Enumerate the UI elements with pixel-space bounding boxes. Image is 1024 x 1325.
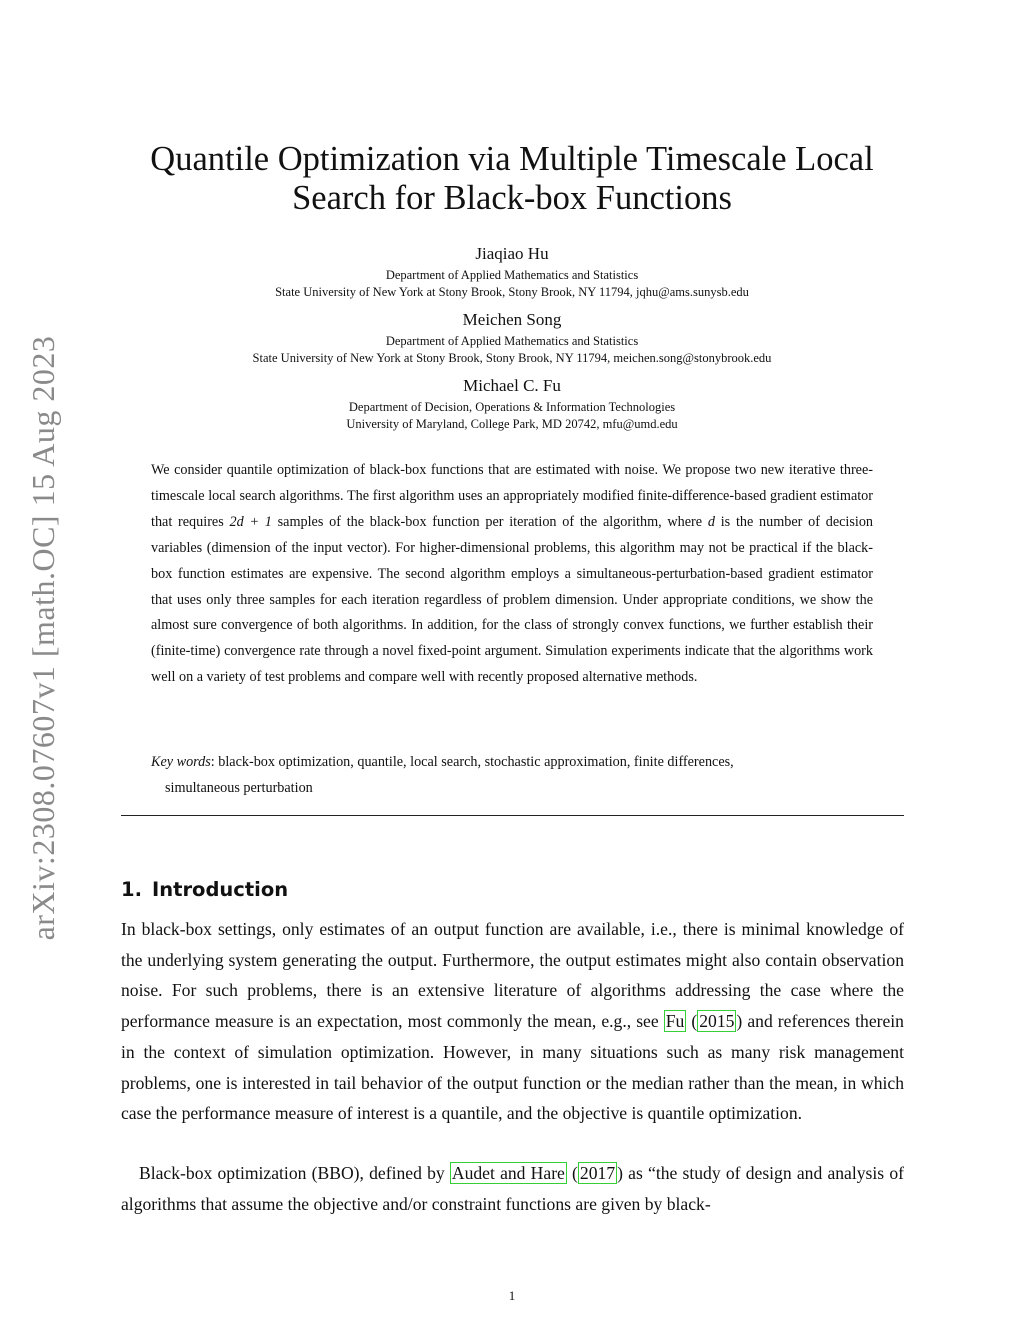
variable-d: d	[707, 513, 715, 530]
author-block-1	[110, 244, 914, 301]
author-name: Michael C. Fu	[463, 376, 561, 395]
author-affiliation-address: State University of New York at Stony Brook, Stony Brook, NY 11794, jqhu@ams.sunysb.edu	[275, 285, 749, 299]
abstract	[151, 458, 873, 691]
paragraph-text: Black-box optimization (BBO), defined by	[139, 1163, 450, 1183]
abstract-text: samples of the black-box function per iteration of the algorithm, where	[271, 513, 708, 530]
paper-title	[110, 140, 914, 218]
paragraph-text: and references therein in the context of simulation optimization. However, in many situations such as many risk management problems, one is interested in tail behavior of the output function or the median rather than the mean, in which case the performance measure of interest is a quantile, and the objective is quantile optimization.	[121, 1011, 904, 1124]
paragraph-text: In black-box settings, only estimates of an output function are available, i.e., there is minimal knowledge of the underlying system generating the output. Furthermore, the output estimates might also contain observation noise. For such problems, there is an extensive literature of algorithms addressing the case where the performance measure is an expectation, most commonly the mean, e.g., see	[121, 919, 904, 1032]
paragraph-text: as “the study of design and analysis of algorithms that assume the objective and/or constraint functions are given by black-	[121, 1163, 904, 1214]
author-affiliation-dept: Department of Applied Mathematics and Statistics	[385, 268, 639, 282]
intro-paragraph-2: Black-box optimization (BBO), defined by Audet and Hare ( 2017 ) as “the study of design and analysis of algorithms that assume the objective and/or constraint functions are given by black-	[121, 1163, 904, 1214]
title-line-2: Search for Black-box Functions	[292, 179, 732, 217]
author-name: Meichen Song	[462, 310, 562, 329]
page-number: 1	[508, 1288, 516, 1303]
keywords	[151, 750, 873, 802]
author-affiliation-address: University of Maryland, College Park, MD 20742, mfu@umd.edu	[346, 417, 678, 431]
keywords-line-2: simultaneous perturbation	[165, 779, 313, 796]
section-heading	[121, 878, 288, 901]
author-block-2	[110, 310, 914, 367]
arxiv-identifier-stamp: arXiv:2308.07607v1 [math.OC] 15 Aug 2023	[25, 335, 61, 941]
citation-year-link-fu[interactable]: 2015	[699, 1011, 735, 1032]
citation-link-fu[interactable]: Fu	[665, 1011, 685, 1032]
abstract-text: is the number of decision variables (dimension of the input vector). For higher-dimensional problems, this algorithm may not be practical if the black-box function estimates are expensive. The second algorithm employs a simultaneous-perturbation-based gradient estimator that uses only three samples for each iteration regardless of problem dimension. Under appropriate conditions, we show the almost sure convergence of both algorithms. In addition, for the class of strongly convex functions, we further establish their (finite-time) convergence rate through a novel fixed-point argument. Simulation experiments indicate that the algorithms work well on a variety of test problems and compare well with recently proposed alternative methods.	[151, 513, 874, 686]
horizontal-divider	[121, 815, 904, 816]
citation-link-audet-hare[interactable]: Audet and Hare	[451, 1163, 565, 1183]
author-affiliation-address: State University of New York at Stony Brook, Stony Brook, NY 11794, meichen.song@stonybrook.edu	[252, 351, 772, 365]
author-affiliation-dept: Department of Decision, Operations & Information Technologies	[348, 400, 676, 414]
author-name: Jiaqiao Hu	[475, 244, 549, 263]
citation-year-link-audet-hare[interactable]: 2017	[579, 1163, 616, 1183]
keywords-line-1: : black-box optimization, quantile, local search, stochastic approximation, finite differences,	[210, 754, 734, 770]
author-block-3	[110, 376, 914, 433]
author-affiliation-dept: Department of Applied Mathematics and Statistics	[385, 334, 639, 348]
abstract-text: We consider quantile optimization of black-box functions that are estimated with noise. We propose two new iterative three-timescale local search algorithms. The first algorithm uses an appropriately modified finite-difference-based gradient estimator that requires	[151, 462, 873, 530]
title-line-1: Quantile Optimization via Multiple Timescale Local	[150, 140, 874, 178]
section-title: Introduction	[151, 878, 289, 901]
intro-paragraph-1: In black-box settings, only estimates of an output function are available, i.e., there is minimal knowledge of the underlying system generating the output. Furthermore, the output estimates might also contain observation noise. For such problems, there is an extensive literature of algorithms addressing the case where the performance measure is an expectation, most commonly the mean, e.g., see Fu ( 2015 ) and references therein in the context of simulation optimization. However, in many situations such as many risk management problems, one is interested in tail behavior of the output function or the median rather than the mean, in which case the performance measure of interest is a quantile, and the objective is quantile optimization.	[121, 919, 904, 1124]
keywords-label: Key words	[151, 754, 211, 770]
section-number: 1.	[121, 878, 142, 901]
formula-2d-plus-1: 2d + 1	[229, 513, 272, 530]
